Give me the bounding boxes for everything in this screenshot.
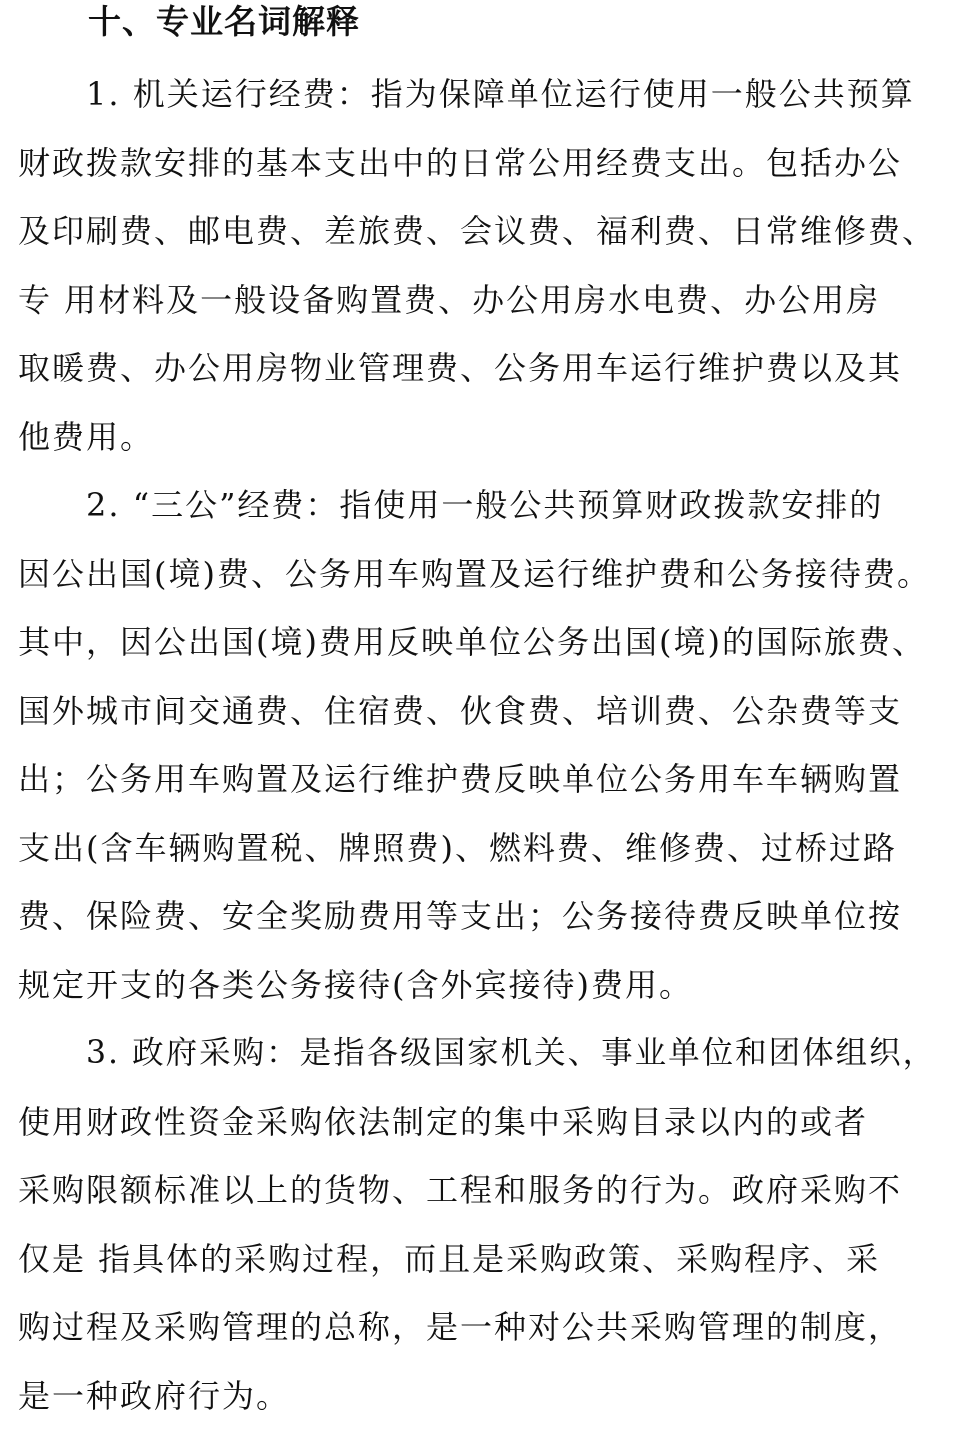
paragraph-government-procurement bbox=[18, 1019, 946, 1430]
text-line: 因公出国(境)费、公务用车购置及运行维护费和公务接待费。 bbox=[18, 540, 946, 609]
text-line: 支出(含车辆购置税、牌照费)、燃料费、维修费、过桥过路 bbox=[18, 814, 946, 883]
text-line: 是一种政府行为。 bbox=[18, 1362, 946, 1430]
paragraph-operating-expenses bbox=[18, 60, 946, 471]
text-line: 3. 政府采购：是指各级国家机关、事业单位和团体组织， bbox=[18, 1019, 946, 1088]
text-line: 国外城市间交通费、住宿费、伙食费、培训费、公杂费等支 bbox=[18, 677, 946, 746]
text-line: 其中，因公出国(境)费用反映单位公务出国(境)的国际旅费、 bbox=[18, 608, 946, 677]
text-line: 规定开支的各类公务接待(含外宾接待)费用。 bbox=[18, 951, 946, 1020]
text-line: 他费用。 bbox=[18, 403, 946, 472]
paragraph-three-public-expenses bbox=[18, 471, 946, 1019]
text-line: 采购限额标准以上的货物、工程和服务的行为。政府采购不 bbox=[18, 1156, 946, 1225]
text-line: 费、保险费、安全奖励费用等支出；公务接待费反映单位按 bbox=[18, 882, 946, 951]
text-line: 财政拨款安排的基本支出中的日常公用经费支出。包括办公 bbox=[18, 129, 946, 198]
text-line: 专 用材料及一般设备购置费、办公用房水电费、办公用房 bbox=[18, 266, 946, 335]
text-line: 及印刷费、邮电费、差旅费、会议费、福利费、日常维修费、 bbox=[18, 197, 946, 266]
text-line: 2. “三公”经费：指使用一般公共预算财政拨款安排的 bbox=[18, 471, 946, 540]
text-line: 取暖费、办公用房物业管理费、公务用车运行维护费以及其 bbox=[18, 334, 946, 403]
text-line: 1. 机关运行经费：指为保障单位运行使用一般公共预算 bbox=[18, 60, 946, 129]
section-title: 十、专业名词解释 bbox=[18, 0, 946, 60]
text-line: 出；公务用车购置及运行维护费反映单位公务用车车辆购置 bbox=[18, 745, 946, 814]
text-line: 购过程及采购管理的总称，是一种对公共采购管理的制度， bbox=[18, 1293, 946, 1362]
text-line: 使用财政性资金采购依法制定的集中采购目录以内的或者 bbox=[18, 1088, 946, 1157]
text-line: 仅是 指具体的采购过程，而且是采购政策、采购程序、采 bbox=[18, 1225, 946, 1294]
document-page bbox=[18, 0, 946, 1430]
